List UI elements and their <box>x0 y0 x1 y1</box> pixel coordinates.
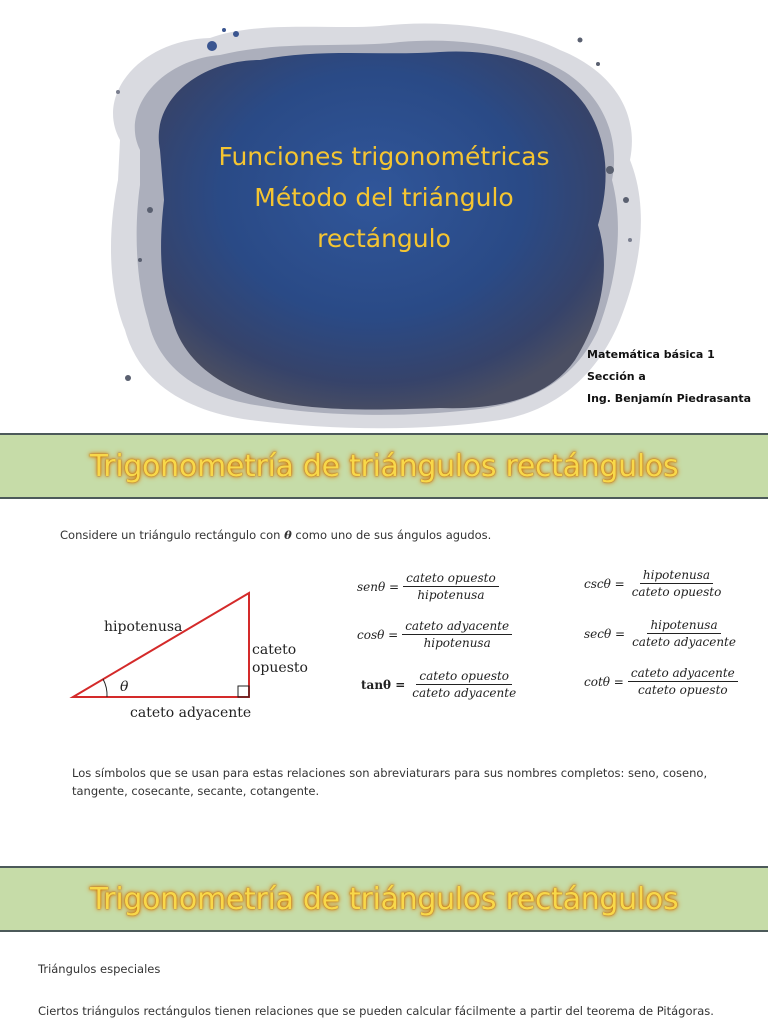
formula-csc <box>584 568 724 599</box>
angle-theta-label: θ <box>120 679 129 695</box>
fraction-denominator: hipotenusa <box>417 588 485 602</box>
fraction <box>629 618 739 649</box>
hypotenuse-label: hipotenusa <box>104 619 183 635</box>
formula-lhs: cotθ = <box>584 674 624 689</box>
formula-lhs: tanθ = <box>361 677 406 692</box>
opposite-label-line1: cateto <box>252 642 297 658</box>
fraction-denominator: cateto adyacente <box>632 635 736 649</box>
adjacent-label: cateto adyacente <box>130 705 252 721</box>
fraction <box>629 568 725 599</box>
title-slide <box>0 0 768 432</box>
fraction-numerator: hipotenusa <box>640 568 713 584</box>
slide-title: Trigonometría de triángulos rectángulos <box>89 448 679 484</box>
formula-sec <box>584 618 739 649</box>
fraction <box>402 619 512 650</box>
fraction-numerator: cateto adyacente <box>628 666 738 682</box>
formula-cot <box>584 666 738 697</box>
fraction-denominator: cateto opuesto <box>631 585 722 599</box>
formula-lhs: cscθ = <box>584 576 625 591</box>
title-line: Funciones trigonométricas <box>218 142 550 171</box>
formula-cos <box>357 619 512 650</box>
abbreviations-paragraph: Los símbolos que se usan para estas relaciones son abreviaturars para sus nombres completos: seno, coseno, tangente, cosecante, secante, cotangente. <box>72 766 708 798</box>
formula-tan <box>361 669 519 700</box>
course-info <box>587 344 751 410</box>
presentation-title <box>160 136 608 259</box>
teacher-name: Ing. Benjamín Piedrasanta <box>587 392 752 405</box>
special-triangles-heading: Triángulos especiales <box>38 962 161 976</box>
slide-title: Trigonometría de triángulos rectángulos <box>89 881 679 917</box>
formula-lhs: secθ = <box>584 626 626 641</box>
slide-title-banner <box>0 433 768 499</box>
opposite-label-line2: opuesto <box>252 660 308 676</box>
intro-text-start: Considere un triángulo rectángulo con <box>60 528 285 542</box>
special-triangles-paragraph: Ciertos triángulos rectángulos tienen relaciones que se pueden calcular fácilmente a partir del teorema de Pitágoras. <box>38 1004 714 1018</box>
course-name: Matemática básica 1 <box>587 348 715 361</box>
formula-sen <box>357 571 499 602</box>
fraction <box>409 669 519 700</box>
course-section: Sección a <box>587 370 646 383</box>
fraction-numerator: cateto adyacente <box>402 619 512 635</box>
fraction-numerator: hipotenusa <box>647 618 720 634</box>
slide-title-banner <box>0 866 768 932</box>
formula-lhs: senθ = <box>357 579 400 594</box>
fraction-numerator: cateto opuesto <box>416 669 512 685</box>
fraction-denominator: cateto adyacente <box>412 686 517 700</box>
title-line: rectángulo <box>317 224 451 253</box>
right-triangle-diagram <box>60 580 320 730</box>
title-line: Método del triángulo <box>254 183 514 212</box>
fraction-denominator: cateto opuesto <box>638 683 728 697</box>
intro-text <box>60 528 491 542</box>
intro-text-end: como uno de sus ángulos agudos. <box>291 528 492 542</box>
fraction <box>628 666 738 697</box>
fraction <box>403 571 499 602</box>
theta-symbol: θ <box>284 528 292 542</box>
fraction-numerator: cateto opuesto <box>403 571 499 587</box>
fraction-denominator: hipotenusa <box>423 636 491 650</box>
formula-lhs: cosθ = <box>357 627 399 642</box>
